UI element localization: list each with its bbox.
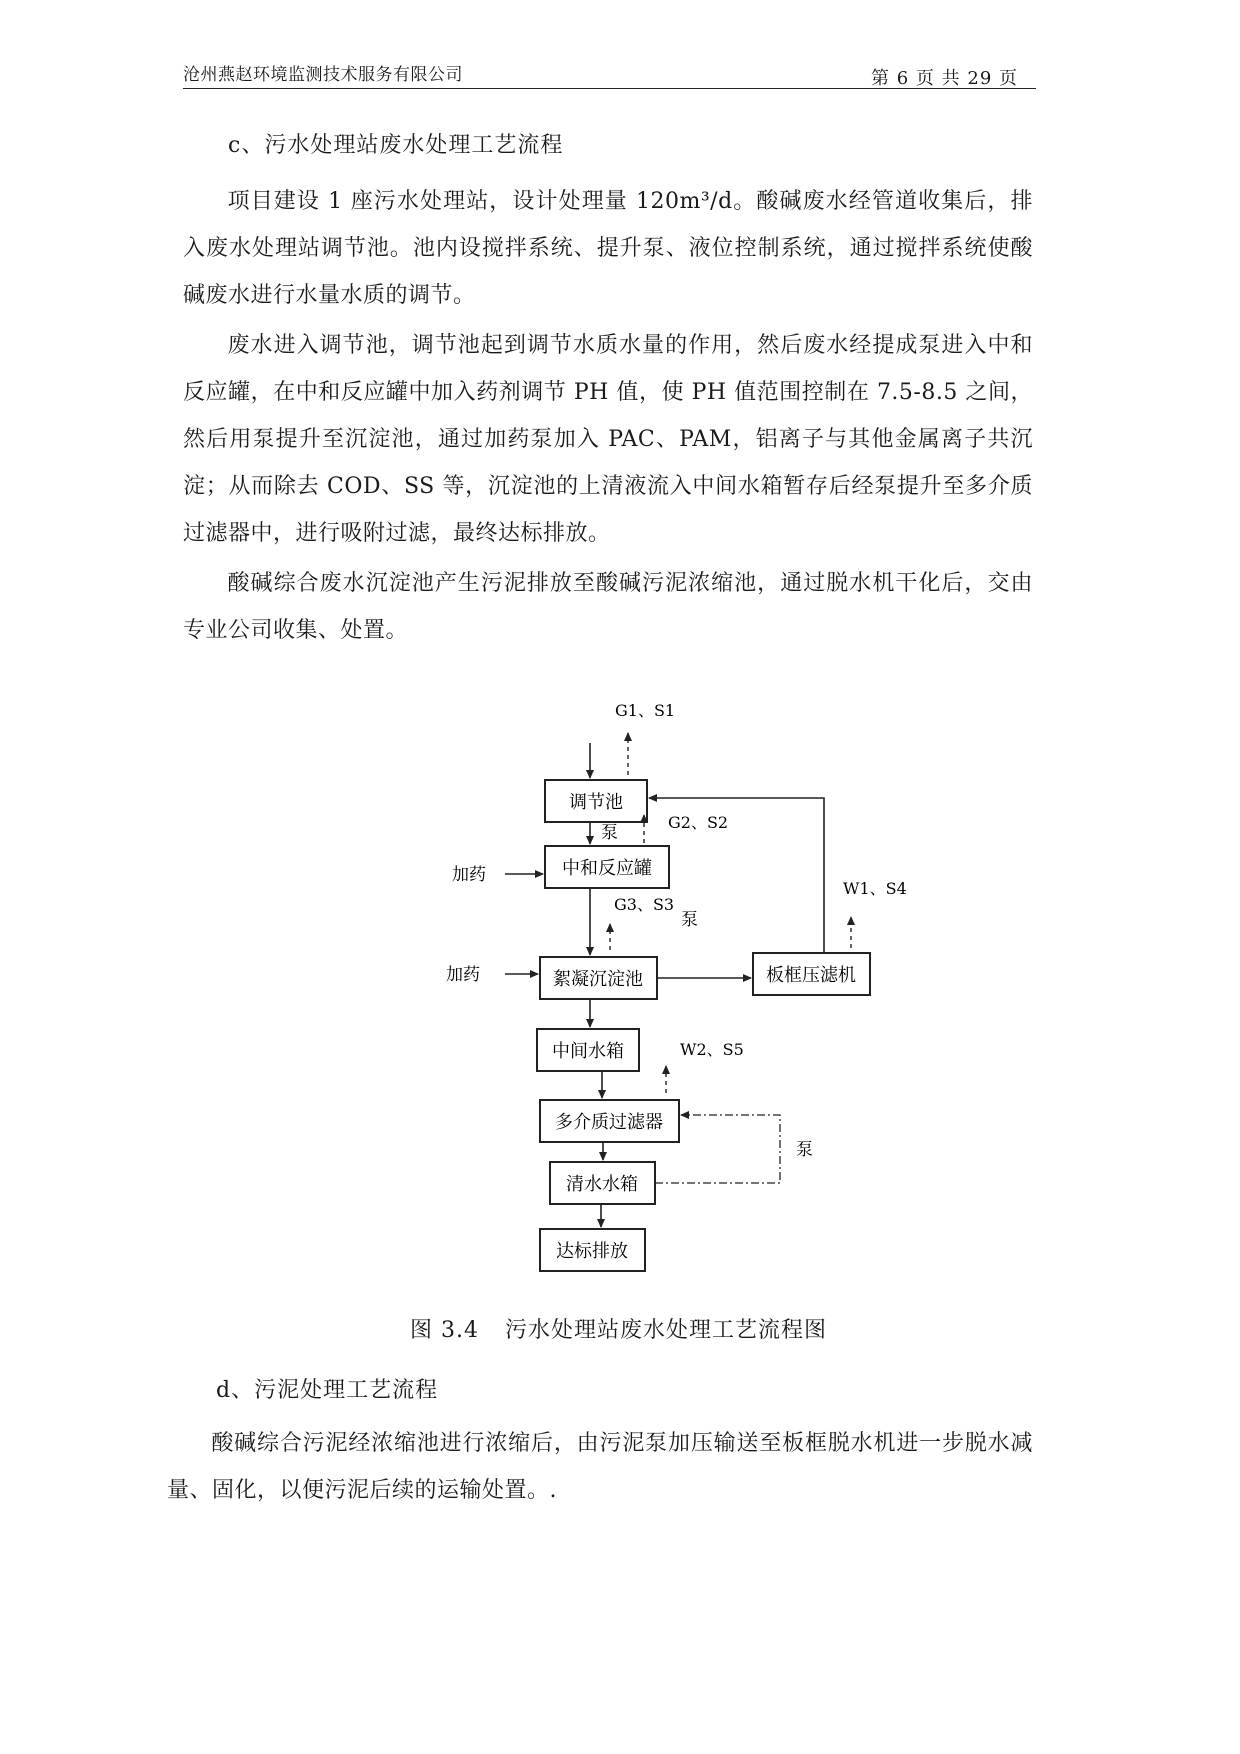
- section-d-heading: d、污泥处理工艺流程: [216, 1378, 439, 1403]
- label-discharge: 达标排放: [556, 1241, 628, 1262]
- label-tank-neutral: 中和反应罐: [562, 858, 652, 879]
- section-c-paragraph-1-text: 项目建设 1 座污水处理站，设计处理量 120m³/d。酸碱废水经管道收集后，排入废水处理站调节池。池内设搅拌系统、提升泵、液位控制系统，通过搅拌系统使酸碱废水进行水量水质的调节。: [183, 189, 1033, 308]
- label-emit-w1: W1、S4: [843, 879, 907, 898]
- label-press: 板框压滤机: [766, 965, 856, 986]
- figure-caption: [410, 1313, 827, 1344]
- label-tank-floc: 絮凝沉淀池: [553, 969, 643, 990]
- label-pump-1: 泵: [601, 823, 618, 843]
- header-page-info: 第 6 页 共 29 页: [871, 68, 1018, 89]
- label-dose-2: 加药: [446, 965, 480, 985]
- label-tank-adjust: 调节池: [569, 792, 623, 813]
- label-emit-1: G1、S1: [615, 701, 676, 720]
- section-d-paragraph-text: 酸碱综合污泥经浓缩池进行浓缩后，由污泥泵加压输送至板框脱水机进一步脱水减量、固化，以便污泥后续的运输处置。.: [167, 1431, 1033, 1503]
- section-c-paragraph-2-text: 废水进入调节池，调节池起到调节水质水量的作用，然后废水经提成泵进入中和反应罐，在中和反应罐中加入药剂调节 PH 值，使 PH 值范围控制在 7.5-8.5 之间，然后用泵提升至沉淀池，通过加药泵加入 PAC、PAM，铝离子与其他金属离子共沉淀；从而除去 COD、SS 等，沉淀池的上清液流入中间水箱暂存后经泵提升至多介质过滤器中，进行吸附过滤，最终达标排放。: [183, 333, 1033, 546]
- section-d-paragraph: [167, 1420, 1033, 1514]
- arrow-backwash-loop: [655, 1115, 780, 1183]
- label-filter-multi: 多介质过滤器: [555, 1112, 663, 1133]
- label-emit-3: G3、S3: [614, 895, 675, 914]
- figure-number: 图 3.4: [410, 1318, 479, 1343]
- label-tank-clean: 清水水箱: [566, 1174, 638, 1195]
- figure-title: 污水处理站废水处理工艺流程图: [504, 1318, 827, 1343]
- section-c-heading: c、污水处理站废水处理工艺流程: [228, 133, 564, 158]
- label-tank-middle: 中间水箱: [552, 1041, 624, 1062]
- label-pump-2: 泵: [681, 910, 698, 930]
- label-emit-2: G2、S2: [668, 813, 729, 832]
- label-pump-3: 泵: [796, 1140, 813, 1160]
- label-dose-1: 加药: [452, 865, 486, 885]
- label-emit-w2: W2、S5: [680, 1040, 744, 1059]
- section-c-paragraph-3-text: 酸碱综合废水沉淀池产生污泥排放至酸碱污泥浓缩池，通过脱水机干化后，交由专业公司收集、处置。: [183, 571, 1033, 643]
- header-company: 沧州燕赵环境监测技术服务有限公司: [183, 65, 463, 85]
